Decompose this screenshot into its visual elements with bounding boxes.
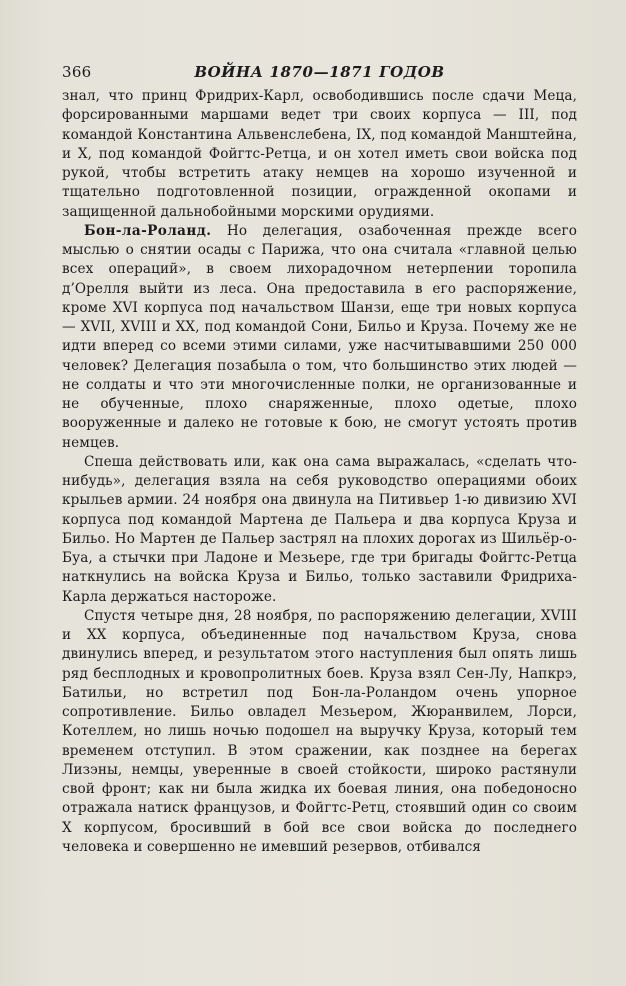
paragraph-text: Спустя четыре дня, 28 ноября, по распоряжению делегации, XVIII и XX корпуса, объединенные под начальством Круза, снова двинулись вперед, и результатом этого наступления был опять лишь ряд бесплодных и кровопролитных боев. Круза взял Сен-Лу, Напкрэ, Батильи, но встретил под Бон-ла-Роландом очень упорное сопротивление. Бильо овладел Мезьером, Жюранвилем, Лорси, Котеллем, но лишь ночью подошел на выручку Круза, который тем временем отступил. В этом сражении, как позднее на берегах Лизэны, немцы, уверенные в своей стойкости, широко растянули свой фронт; как ни была жидка их боевая линия, она победоносно отражала натиск французов, и Фойгтс-Ретц, стоявший один со своим X корпусом, бросивший в бой все свои войска до последнего человека и совершенно не имевший резервов, отбивался (62, 607, 577, 855)
paragraph-text: Спеша действовать или, как она сама выражалась, «сделать что-нибудь», делегация взяла на себя руководство операциями обоих крыльев армии. 24 ноября она двинула на Питивьер 1-ю дивизию XVI корпуса под командой Мартена де Пальера и два корпуса Круза и Бильо. Но Мартен де Пальер застрял на плохих дорогах из Шильёр-о-Буа, а стычки при Ладоне и Мезьере, где три бригады Фойгтс-Ретца наткнулись на войска Круза и Бильо, только заставили Фридриха-Карла держаться настороже. (62, 453, 577, 605)
running-title: ВОЙНА 1870—1871 ГОДОВ (194, 63, 445, 81)
paragraph-continuation (62, 87, 577, 222)
body-text (62, 87, 577, 857)
page-header (62, 62, 577, 84)
paragraph-text: Но делегация, озабоченная прежде всего мыслью о снятии осады с Парижа, что она считала «главной целью всех операций», в своем лихорадочном нетерпении торопила д’Орелля выйти из леса. Она предоставила в его распоряжение, кроме XVI корпуса под начальством Шанзи, еще три новых корпуса — XVII, XVIII и XX, под командой Сони, Бильо и Круза. Почему же не идти вперед со всеми этими силами, уже насчитывавшими 250 000 человек? Делегация позабыла о том, что большинство этих людей — не солдаты и что эти многочисленные полки, не организованные и не обученные, плохо снаряженные, плохо одетые, плохо вооруженные и далеко не готовые к бою, не смогут устоять против немцев. (62, 222, 577, 451)
paragraph-delegation-action (62, 453, 577, 607)
paragraph-november-28 (62, 607, 577, 857)
section-heading: Бон-ла-Роланд. (84, 222, 212, 239)
paragraph-text: знал, что принц Фридрих-Карл, освободившись после сдачи Меца, форсированными маршами ведет три своих корпуса — III, под командой Константина Альвенслебена, IX, под командой Манштейна, и X, под командой Фойгтс-Ретца, и он хотел иметь свои войска под рукой, чтобы встретить атаку немцев на хорошо изученной и тщательно подготовленной позиции, огражденной окопами и защищенной дальнобойными морскими орудиями. (62, 88, 577, 220)
paragraph-bon-la-roland (62, 222, 577, 453)
page-number: 366 (62, 63, 92, 81)
